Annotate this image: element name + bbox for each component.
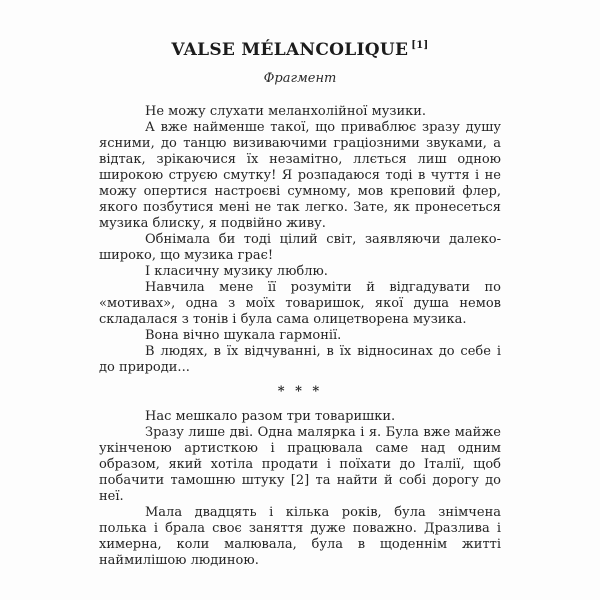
paragraph: А вже найменше такої, що приваблює зразу душу ясними, до танцю визиваючими граціозними звуками, а відтак, зрікаючися їх незамітно, ллється лиш одною широкою струєю смутку! Я розпадаюся тоді в чуття і не можу опертися настроєві сумному, мов креповий флер, якого позбутися мені не так легко. Зате, як пронесеться музика блиску, я подвійно живу. bbox=[99, 120, 501, 231]
chapter-title bbox=[0, 40, 600, 60]
section-separator: * * * bbox=[277, 384, 323, 399]
paragraph: Не можу слухати меланхолійної музики. bbox=[145, 104, 427, 119]
paragraph: Мала двадцять і кілька років, була знімчена полька і брала своє заняття дуже поважно. Дразлива і химерна, коли малювала, була в щоденнім житті наймилішою людиною. bbox=[99, 505, 501, 568]
paragraph-text: та найти й собі дорогу до неї. bbox=[99, 473, 501, 504]
paragraph: Навчила мене її розуміти й відгадувати по «мотивах», одна з моїх товаришок, якої душа немов складалася з тонів і була сама олицетворена музика. bbox=[99, 280, 501, 327]
paragraph: Обнімала би тоді цілий світ, заявляючи далеко-широко, що музика грає! bbox=[99, 232, 501, 263]
paragraph: Нас мешкало разом три товаришки. bbox=[145, 409, 396, 424]
text-body bbox=[99, 104, 501, 569]
footnote-ref-1[interactable]: [1] bbox=[411, 40, 429, 52]
paragraph: Вона вічно шукала гармонії. bbox=[145, 328, 342, 343]
paragraph: І класичну музику люблю. bbox=[145, 264, 328, 279]
footnote-ref-2[interactable]: [2] bbox=[290, 473, 310, 488]
paragraph: В людях, в їх відчуванні, в їх відносинах до себе і до природи... bbox=[99, 344, 501, 375]
chapter-title-text: VALSE MÉLANCOLIQUE bbox=[171, 40, 409, 60]
chapter-subtitle: Фрагмент bbox=[263, 71, 337, 86]
paragraph-text: Зразу лише дві. Одна малярка і я. Була вже майже укінченою артисткою і працювала саме над одним образом, який хотіла продати і поїхати до Італії, щоб побачити тамошню штуку bbox=[99, 425, 501, 488]
paragraph bbox=[99, 425, 501, 505]
